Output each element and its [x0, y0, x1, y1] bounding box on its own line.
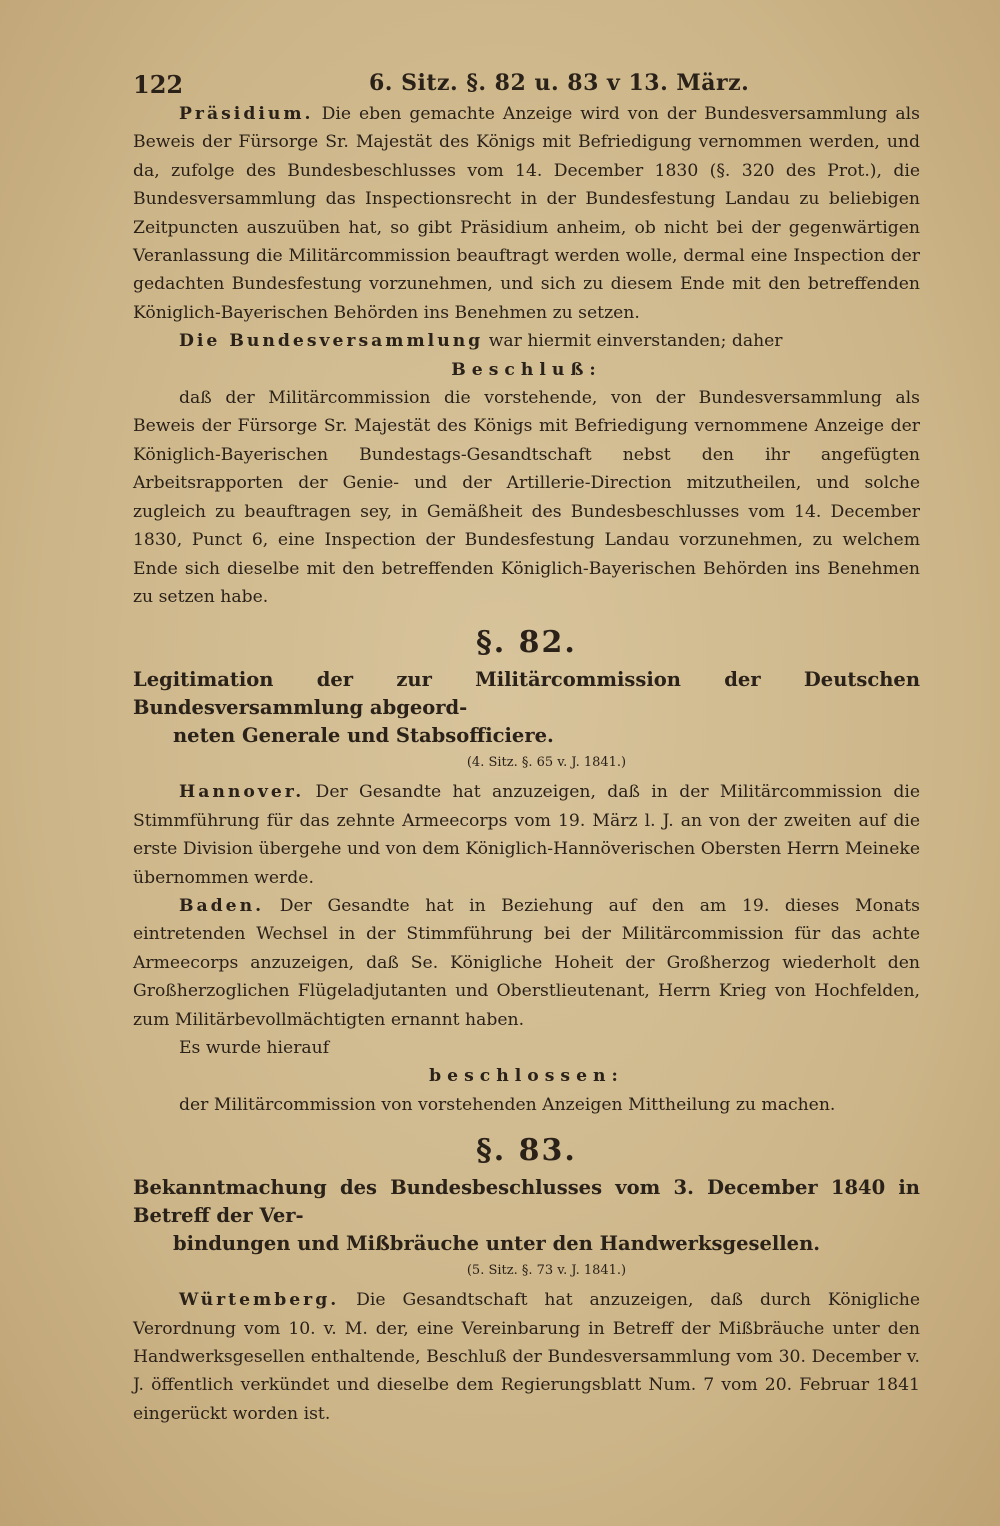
section-83-reference: (5. Sitz. §. 73 v. J. 1841.)	[466, 1263, 627, 1279]
paragraph-text: Der Gesandte hat anzuzeigen, daß in der Militärcommission die Stimmführung für das zehnte Armeecorps vom 19. März l. J. an von der zweiten auf die erste Division übergehe und von dem Königlich-Hannöverischen Obersten Herrn Meineke übernommen werde.	[133, 782, 920, 888]
page-header	[133, 60, 920, 100]
section-82-reference: (4. Sitz. §. 65 v. J. 1841.)	[466, 755, 627, 771]
running-title: 6. Sitz. §. 82 u. 83 v 13. März.	[369, 70, 750, 96]
paragraph-resolution-text: daß der Militärcommission die vorstehende, von der Bundesversammlung als Beweis der Fürsorge Sr. Majestät des Königs mit Befriedigung vernommene Anzeige der Königlich-Bayerischen Bundestags-Gesandtschaft nebst den ihr angefügten Arbeitsrapporten der Genie- und der Artillerie-Direction mitzutheilen, und solche zugleich zu beauftragen sey, in Gemäßheit des Bundesbeschlusses vom 14. December 1830, Punct 6, eine Inspection der Bundesfestung Landau vorzunehmen, zu welchem Ende sich dieselbe mit den betreffenden Königlich-Bayerischen Behörden ins Benehmen zu setzen habe.	[133, 388, 920, 607]
paragraph-praesidium	[133, 100, 920, 327]
paragraph-text: Die eben gemachte Anzeige wird von der Bundesversammlung als Beweis der Fürsorge Sr. Majestät des Königs mit Befriedigung vernommen werden, und da, zufolge des Bundesbeschlusses vom 14. December 1830 (§. 320 des Prot.), die Bundesversammlung das Inspectionsrecht in der Bundesfestung Landau zu beliebigen Zeitpuncten auszuüben hat, so gibt Präsidium anheim, ob nicht bei der gegenwärtigen Veranlassung die Militärcommission beauftragt werden wolle, dermal eine Inspection der gedachten Bundesfestung vorzunehmen, und sich zu diesem Ende mit den betreffenden Königlich-Bayerischen Behörden ins Benehmen zu setzen.	[133, 104, 920, 323]
resolution-heading: Beschluß:	[451, 359, 602, 380]
page-number: 122	[133, 70, 184, 99]
paragraph-final-82: der Militärcommission von vorstehenden Anzeigen Mittheilung zu machen.	[179, 1094, 836, 1115]
paragraph-es-wurde: Es wurde hierauf	[179, 1037, 330, 1058]
paragraph-baden	[133, 892, 920, 1034]
speaker-label: Präsidium.	[179, 104, 314, 124]
section-82-heading: §. 82.	[476, 625, 577, 661]
section-83-heading: §. 83.	[476, 1133, 577, 1169]
section-82-title-line2: neten Generale und Stabsofficiere.	[173, 724, 554, 748]
section-82-title-line1: Legitimation der zur Militärcommission der Deutschen Bundesversammlung abgeord-	[133, 668, 920, 720]
paragraph-text: Die Gesandtschaft hat anzuzeigen, daß durch Königliche Verordnung vom 10. v. M. der, eine Vereinbarung in Betreff der Mißbräuche unter den Handwerksgesellen enthaltende, Beschluß der Bundesversammlung vom 30. December v. J. öffentlich verkündet und dieselbe dem Regierungsblatt Num. 7 vom 20. Februar 1841 eingerückt worden ist.	[133, 1290, 920, 1424]
paragraph-wuerttemberg	[133, 1286, 920, 1428]
resolution-heading-beschlossen: beschlossen:	[429, 1066, 624, 1087]
speaker-label: Baden.	[179, 895, 265, 916]
speaker-label: Die Bundesversammlung	[179, 331, 484, 352]
paragraph-text: war hiermit einverstanden; daher	[488, 331, 783, 352]
paragraph-text: Der Gesandte hat in Beziehung auf den am 19. dieses Monats eintretenden Wechsel in der Stimmführung bei der Militärcommission für das achte Armeecorps anzuzeigen, daß Se. Königliche Hoheit der Großherzog wiederholt den Großherzoglichen Flügeladjutanten und Oberstlieutenant, Herrn Krieg von Hochfelden, zum Militärbevollmächtigten ernannt haben.	[133, 895, 920, 1030]
paragraph-bundesversammlung	[133, 327, 920, 355]
paragraph-hannover	[133, 778, 920, 892]
section-83-title-line2: bindungen und Mißbräuche unter den Handwerksgesellen.	[173, 1232, 821, 1256]
speaker-label: Hannover.	[179, 782, 305, 803]
section-83-title-line1: Bekanntmachung des Bundesbeschlusses vom 3. December 1840 in Betreff der Ver-	[133, 1176, 920, 1228]
speaker-label: Würtemberg.	[179, 1290, 340, 1311]
